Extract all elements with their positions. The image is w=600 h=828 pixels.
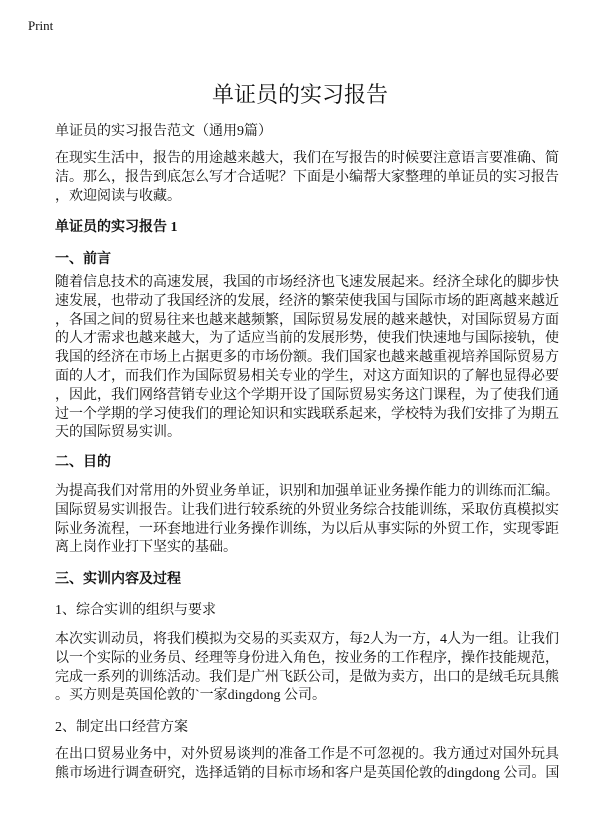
text-line: 面的人才，而我们作为国际贸易相关专业的学生，对这方面知识的了解也显得必要 xyxy=(55,368,559,384)
text-line: 为提高我们对常用的外贸业务单证，识别和加强单证业务操作能力的训练而汇编。 xyxy=(55,484,559,499)
report-heading: 单证员的实习报告 1 xyxy=(55,220,178,235)
text-line: 熊市场进行调查研究，选择适销的目标市场和客户是英国伦敦的dingdong 公司。国 xyxy=(55,765,560,781)
text-line: 的人才需求也越来越大，为了适应当前的发展形势，使我们快速地与国际接轨，使 xyxy=(55,331,559,347)
text-line: ，各国之间的贸易往来也越来越频繁，国际贸易发展的越来越快，对国际贸易方面 xyxy=(55,312,559,328)
print-link[interactable]: Print xyxy=(28,18,54,33)
text-line: 以一个实际的业务员、经理等身份进入角色，按业务的工作程序，操作技能规范， xyxy=(55,650,559,666)
text-line: 在出口贸易业务中，对外贸易谈判的准备工作是不可忽视的。我方通过对国外玩具 xyxy=(55,747,559,762)
section2-heading: 二、目的 xyxy=(55,455,111,470)
text-line: 速发展，也带动了我国经济的发展，经济的繁荣使我国与国际市场的距离越来越近 xyxy=(55,293,559,309)
section2-paragraph xyxy=(55,483,559,558)
subtitle: 单证员的实习报告范文（通用9篇） xyxy=(55,124,272,139)
text-line: 本次实训动员，将我们模拟为交易的买卖双方，每2人为一方，4人为一组。让我们 xyxy=(55,632,559,647)
sub2-paragraph xyxy=(55,746,560,784)
text-line: 随着信息技术的高速发展，我国的市场经济也飞速发展起来。经济全球化的脚步快 xyxy=(55,275,559,290)
text-line: 离上岗作业打下坚实的基础。 xyxy=(55,540,237,556)
sub1-paragraph xyxy=(55,631,559,706)
text-line: 完成一系列的训练活动。我们是广州飞跃公司，是做为卖方，出口的是绒毛玩具熊 xyxy=(55,669,559,685)
text-line: 际业务流程，一环套地进行业务操作训练，为以后从事实际的外贸工作，实现零距 xyxy=(55,521,559,537)
text-line: ，因此，我们网络营销专业这个学期开设了国际贸易实务这门课程，为了使我们通 xyxy=(55,387,559,403)
text-line: 过一个学期的学习使我们的理论知识和实践联系起来，学校特为我们安排了为期五 xyxy=(55,406,559,422)
text-line: 洁。那么，报告到底怎么写才合适呢？下面是小编帮大家整理的单证员的实习报告 xyxy=(55,169,559,185)
text-line: 天的国际贸易实训。 xyxy=(55,425,181,441)
text-line: 在现实生活中，报告的用途越来越大，我们在写报告的时候要注意语言要准确、简 xyxy=(55,151,559,166)
text-line: ，欢迎阅读与收藏。 xyxy=(55,188,181,204)
text-line: 。买方则是英国伦敦的`一家dingdong 公司。 xyxy=(55,688,327,704)
sub1-heading: 1、综合实训的组织与要求 xyxy=(55,603,216,618)
sub2-heading: 2、制定出口经营方案 xyxy=(55,720,188,735)
section1-paragraph xyxy=(55,274,559,443)
document-title: 单证员的实习报告 xyxy=(211,82,388,107)
text-line: 我国的经济在市场上占据更多的市场份额。我们国家也越来越重视培养国际贸易方 xyxy=(55,350,559,366)
section1-heading: 一、前言 xyxy=(55,252,111,267)
intro-paragraph xyxy=(55,150,559,206)
text-line: 国际贸易实训报告。让我们进行较系统的外贸业务综合技能训练，采取仿真模拟实 xyxy=(55,502,559,518)
section3-heading: 三、实训内容及过程 xyxy=(55,572,181,587)
